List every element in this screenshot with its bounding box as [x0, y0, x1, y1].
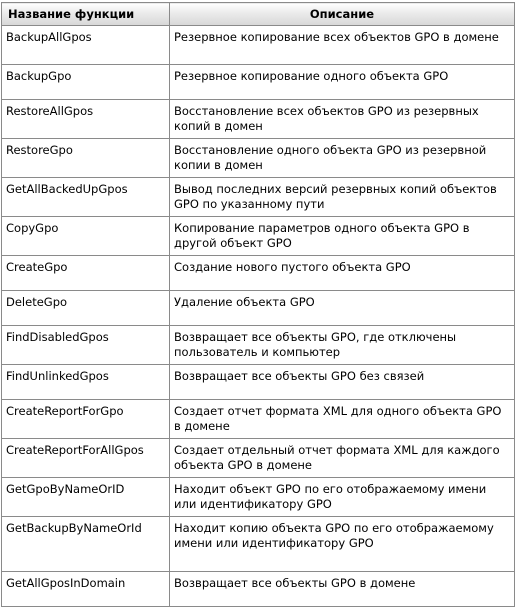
table-row: [2, 400, 515, 439]
table-row: [2, 178, 515, 217]
table-row: [2, 478, 515, 517]
header-description: Описание: [170, 3, 515, 26]
function-name-cell: CreateReportForGpo: [2, 400, 170, 439]
table-row: [2, 256, 515, 291]
header-row: [2, 3, 515, 26]
table-row: [2, 439, 515, 478]
function-name-cell: FindDisabledGpos: [2, 326, 170, 365]
table-row: [2, 517, 515, 572]
function-name-cell: CreateReportForAllGpos: [2, 439, 170, 478]
description-cell: Восстановление всех объектов GPO из резервных копий в домен: [170, 100, 515, 139]
function-name-cell: DeleteGpo: [2, 291, 170, 326]
table-row: [2, 100, 515, 139]
description-cell: Удаление объекта GPO: [170, 291, 515, 326]
function-name-cell: GetAllBackedUpGpos: [2, 178, 170, 217]
table-row: [2, 326, 515, 365]
function-name-cell: GetAllGposInDomain: [2, 572, 170, 607]
table-row: [2, 65, 515, 100]
table-row: [2, 139, 515, 178]
description-cell: Возвращает все объекты GPO в домене: [170, 572, 515, 607]
function-name-cell: BackupAllGpos: [2, 26, 170, 65]
description-cell: Резервное копирование всех объектов GPO в домене: [170, 26, 515, 65]
function-name-cell: BackupGpo: [2, 65, 170, 100]
function-name-cell: GetGpoByNameOrID: [2, 478, 170, 517]
table-row: [2, 572, 515, 607]
header-function-name: Название функции: [2, 3, 170, 26]
function-name-cell: CreateGpo: [2, 256, 170, 291]
description-cell: Восстановление одного объекта GPO из резервной копии в домен: [170, 139, 515, 178]
table-row: [2, 26, 515, 65]
function-name-cell: RestoreGpo: [2, 139, 170, 178]
description-cell: Создает отчет формата XML для одного объекта GPO в домене: [170, 400, 515, 439]
description-cell: Вывод последних версий резервных копий объектов GPO по указанному пути: [170, 178, 515, 217]
description-cell: Копирование параметров одного объекта GPO в другой объект GPO: [170, 217, 515, 256]
description-cell: Находит объект GPO по его отображаемому имени или идентификатору GPO: [170, 478, 515, 517]
description-cell: Создание нового пустого объекта GPO: [170, 256, 515, 291]
function-name-cell: GetBackupByNameOrId: [2, 517, 170, 572]
description-cell: Возвращает все объекты GPO, где отключены пользователь и компьютер: [170, 326, 515, 365]
description-cell: Создает отдельный отчет формата XML для каждого объекта GPO в домене: [170, 439, 515, 478]
function-name-cell: RestoreAllGpos: [2, 100, 170, 139]
table-row: [2, 365, 515, 400]
function-name-cell: FindUnlinkedGpos: [2, 365, 170, 400]
functions-table: [1, 2, 515, 607]
description-cell: Находит копию объекта GPO по его отображаемому имени или идентификатору GPO: [170, 517, 515, 572]
function-name-cell: CopyGpo: [2, 217, 170, 256]
table-row: [2, 291, 515, 326]
table-row: [2, 217, 515, 256]
description-cell: Резервное копирование одного объекта GPO: [170, 65, 515, 100]
description-cell: Возвращает все объекты GPO без связей: [170, 365, 515, 400]
